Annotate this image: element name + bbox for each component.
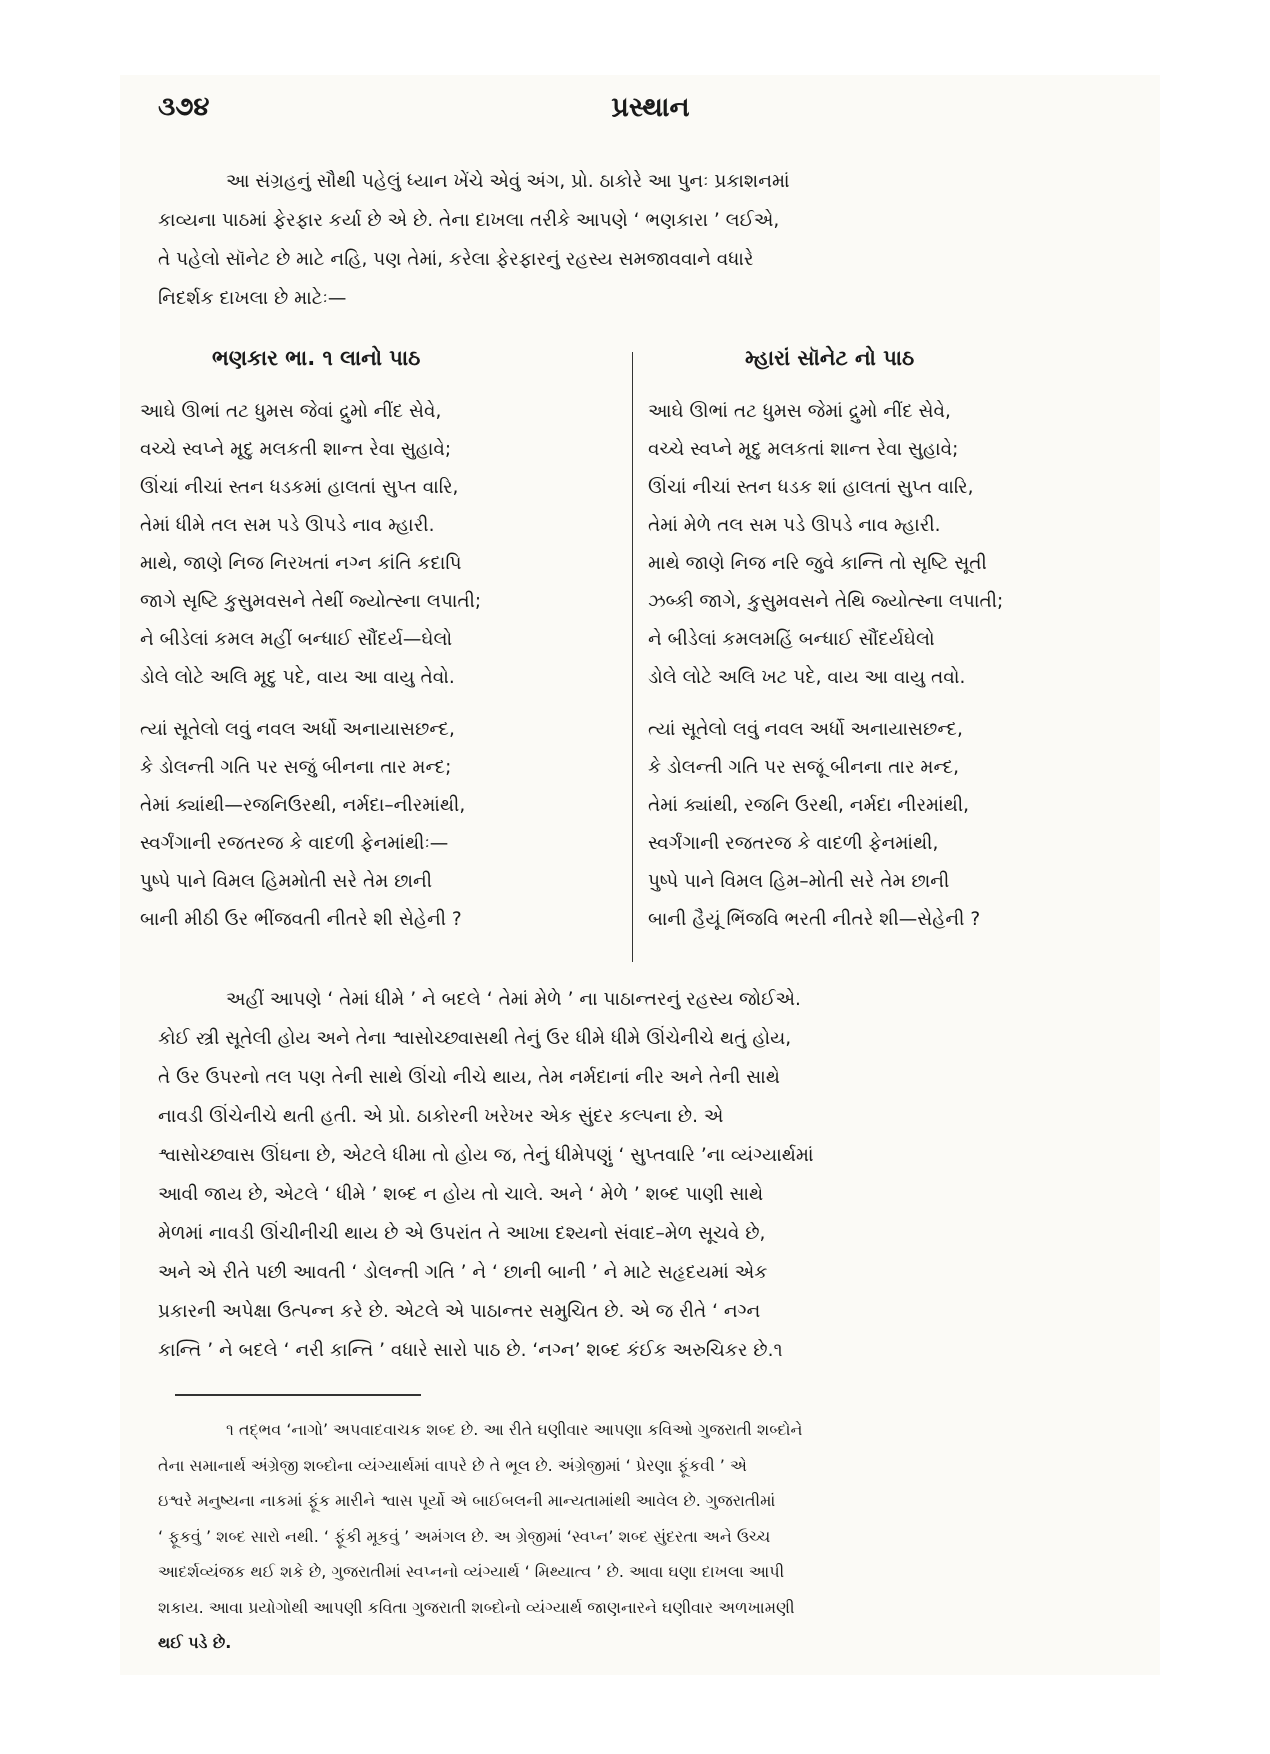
poem-line: તેમાં ક્યાંથી, રજનિ ઉરથી, નર્મદા નીરમાંથી,: [648, 795, 969, 816]
poem-line: તેમાં ધીમે તલ સમ પડે ઊપડે નાવ મ્હારી.: [140, 515, 435, 536]
discussion-paragraph: [158, 980, 1130, 1370]
poem-line: કે ડોલન્તી ગતિ પર સજું બીનના તાર મન્દ;: [140, 757, 452, 778]
poem-line: કે ડોલન્તી ગતિ પર સજૂં બીનના તાર મન્દ,: [648, 757, 959, 778]
left-poem: [140, 393, 610, 939]
discussion-line: મેળમાં નાવડી ઊંચીનીચી થાય છે એ ઉપરાંત તે આખા દશ્યનો સંવાદ–મેળ સૂચવે છે,: [158, 1223, 766, 1244]
discussion-line: અહીં આપણે ‘ તેમાં ધીમે ’ ને બદલે ‘ તેમાં મેળે ’ ના પાઠાન્તરનું રહસ્ય જોઈએ.: [226, 989, 801, 1010]
discussion-line: શ્વાસોચ્છ્વાસ ઊંઘના છે, એટલે ધીમા તો હોય જ, તેનું ધીમેપણું ‘ સુપ્તવારિ ’ના વ્યંગ્યાર્થમાં: [158, 1145, 814, 1166]
poem-line: ઊંચાં નીચાં સ્તન ધડકમાં હાલતાં સુપ્ત વારિ,: [140, 477, 459, 498]
poem-line: પુષ્પે પાને વિમલ હિમમોતી સરે તેમ છાની: [140, 871, 433, 892]
poem-line: ને બીડેલાં કમલ મહીં બન્ધાઈ સૌંદર્ય—ઘેલો: [140, 629, 453, 650]
poem-line: ત્યાં સૂતેલો લવું નવલ અર્ધો અનાયાસછન્દ,: [140, 719, 455, 740]
right-column-heading: મ્હારાં સૉનેટ નો પાઠ: [745, 346, 915, 370]
poem-line: ડોલે લોટે અલિ મૃદુ પદે, વાય આ વાયુ તેવો.: [140, 667, 455, 688]
footnote-line: શકાય. આવા પ્રયોગોથી આપણી કવિતા ગુજરાતી શબ્દોનો વ્યંગ્યાર્થ જાણનારને ઘણીવાર અળખામણી: [158, 1597, 795, 1617]
intro-line: નિદર્શક દાખલા છે માટેઃ—: [158, 288, 347, 309]
stanza-gap: [648, 697, 1138, 711]
footnote-line: આદર્શવ્યંજક થઈ શકે છે, ગુજરાતીમાં સ્વપ્નનો વ્યંગ્યાર્થ ‘ મિથ્યાત્વ ’ છે. આવા ઘણા દાખલા આપી: [158, 1562, 785, 1581]
discussion-line: કાન્તિ ’ ને બદલે ‘ નરી કાન્તિ ’ વધારે સારો પાઠ છે. ‘નગ્ન’ શબ્દ કંઈક અરુચિકર છે.૧: [158, 1340, 783, 1361]
poem-line: આઘે ઊભાં તટ ધુમસ જેમાં દ્રુમો નીંદ સેવે,: [648, 401, 951, 422]
page-number: ૩૭૪: [158, 92, 210, 122]
left-column-heading: ભણકાર ભા. ૧ લાનો પાઠ: [212, 346, 421, 370]
poem-line: સ્વર્ગંગાની રજતરજ કે વાદળી ફેનમાંથી,: [648, 833, 939, 854]
poem-line: ડોલે લોટે અલિ ખટ પદે, વાય આ વાયુ તવો.: [648, 667, 966, 688]
footnote-block: [158, 1412, 1138, 1661]
intro-line: કાવ્યના પાઠમાં ફેરફાર કર્યા છે એ છે. તેના દાખલા તરીકે આપણે ‘ ભણકારા ’ લઈએ,: [158, 210, 780, 231]
footnote-line: થઈ પડે છે.: [158, 1633, 232, 1652]
poem-line: માથે, જાણે નિજ નિરખતાં નગ્ન કાંતિ કદાપિ: [140, 553, 462, 574]
poem-line: વચ્ચે સ્વપ્ને મૃદુ મલકતી શાન્ત રેવા સુહાવે;: [140, 439, 452, 460]
footnote-line: ઇશ્વરે મનુષ્યના નાકમાં ફૂંક મારીને શ્વાસ પૂર્યો એ બાઈબલની માન્યતામાંથી આવેલ છે. ગુજરાતીમાં: [158, 1491, 776, 1510]
intro-line: તે પહેલો સૉનેટ છે માટે નહિ, પણ તેમાં, કરેલા ફેરફારનું રહસ્ય સમજાવવાને વધારે: [158, 249, 754, 270]
poem-line: ને બીડેલાં કમલમહિં બન્ધાઈ સૌંદર્યઘેલો: [648, 629, 935, 650]
poem-line: માથે જાણે નિજ નરિ જુવે કાન્તિ તો સૃષ્ટિ સૂતી: [648, 553, 987, 574]
poem-line: ઝબ્કી જાગે, કુસુમવસને તેથિ જ્યોત્સ્ના લપાતી;: [648, 591, 1004, 612]
stanza-gap: [140, 697, 610, 711]
poem-line: તેમાં ક્યાંથી—રજનિઉરથી, નર્મદા–નીરમાંથી,: [140, 795, 466, 816]
poem-line: તેમાં મેળે તલ સમ પડે ઊપડે નાવ મ્હારી.: [648, 515, 941, 536]
discussion-line: અને એ રીતે પછી આવતી ‘ ડોલન્તી ગતિ ’ ને ‘ છાની બાની ’ ને માટે સહૃદયમાં એક: [158, 1262, 768, 1283]
intro-paragraph: [158, 162, 1130, 318]
footnote-rule: [175, 1394, 421, 1396]
footnote-line: તેના સમાનાર્થ અંગ્રેજી શબ્દોના વ્યંગ્યાર્થમાં વાપરે છે તે ભૂલ છે. અંગ્રેજીમાં ‘ પ્રેરણા ફૂંકવી ’ એ: [158, 1455, 747, 1475]
discussion-line: પ્રકારની અપેક્ષા ઉત્પન્ન કરે છે. એટલે એ પાઠાન્તર સમુચિત છે. એ જ રીતે ‘ નગ્ન: [158, 1301, 761, 1322]
footnote-line: ‘ ફૂકવું ’ શબ્દ સારો નથી. ‘ ફૂંકી મૂકવું ’ અમંગલ છે. અ ગ્રેજીમાં ‘સ્વપ્ન’ શબ્દ સુંદરતા અને ઉચ્ચ: [158, 1526, 771, 1546]
poem-line: ત્યાં સૂતેલો લવું નવલ અર્ધો અનાયાસછન્દ,: [648, 719, 963, 740]
column-divider: [632, 352, 633, 962]
poem-line: બાની હૈયૂં ભિંજવિ ભરતી નીતરે શી—સેહેની ?: [648, 909, 981, 930]
footnote-line: ૧ તદ્ભવ ‘નાગો’ અપવાદવાચક શબ્દ છે. આ રીતે ઘણીવાર આપણા કવિઓ ગુજરાતી શબ્દોને: [226, 1420, 803, 1439]
discussion-line: તે ઉર ઉપરનો તલ પણ તેની સાથે ઊંચો નીચે થાય, તેમ નર્મદાનાં નીર અને તેની સાથે: [158, 1067, 780, 1088]
poem-line: ઊંચાં નીચાં સ્તન ધડક શાં હાલતાં સુપ્ત વારિ,: [648, 477, 974, 498]
discussion-line: આવી જાય છે, એટલે ‘ ધીમે ’ શબ્દ ન હોય તો ચાલે. અને ‘ મેળે ’ શબ્દ પાણી સાથે: [158, 1184, 764, 1205]
discussion-line: નાવડી ઊંચેનીચે થતી હતી. એ પ્રો. ઠાકોરની ખરેખર એક સુંદર કલ્પના છે. એ: [158, 1106, 724, 1127]
poem-line: વચ્ચે સ્વપ્ને મૃદુ મલકતાં શાન્ત રેવા સુહાવે;: [648, 439, 959, 460]
poem-line: સ્વર્ગંગાની રજતરજ કે વાદળી ફેનમાંથીઃ—: [140, 833, 449, 854]
page-header: [158, 92, 1143, 132]
right-poem: [648, 393, 1138, 939]
intro-line: આ સંગ્રહનું સૌથી પહેલું ધ્યાન ખેંચે એવું અંગ, પ્રો. ઠાકોરે આ પુનઃ પ્રકાશનમાં: [226, 171, 790, 192]
poem-line: પુષ્પે પાને વિમલ હિમ–મોતી સરે તેમ છાની: [648, 871, 950, 892]
running-title: પ્રસ્થાન: [611, 92, 690, 123]
discussion-line: કોઈ સ્ત્રી સૂતેલી હોય અને તેના શ્વાસોચ્છ્વાસથી તેનું ઉર ધીમે ધીમે ઊંચેનીચે થતું હોય,: [158, 1028, 792, 1049]
poem-line: બાની મીઠી ઉર ભીંજવતી નીતરે શી સેહેની ?: [140, 909, 462, 930]
poem-line: આઘે ઊભાં તટ ધુમસ જેવાં દ્રુમો નીંદ સેવે,: [140, 401, 442, 422]
poem-line: જાગે સૃષ્ટિ કુસુમવસને તેથીં જ્યોત્સ્ના લપાતી;: [140, 591, 482, 612]
